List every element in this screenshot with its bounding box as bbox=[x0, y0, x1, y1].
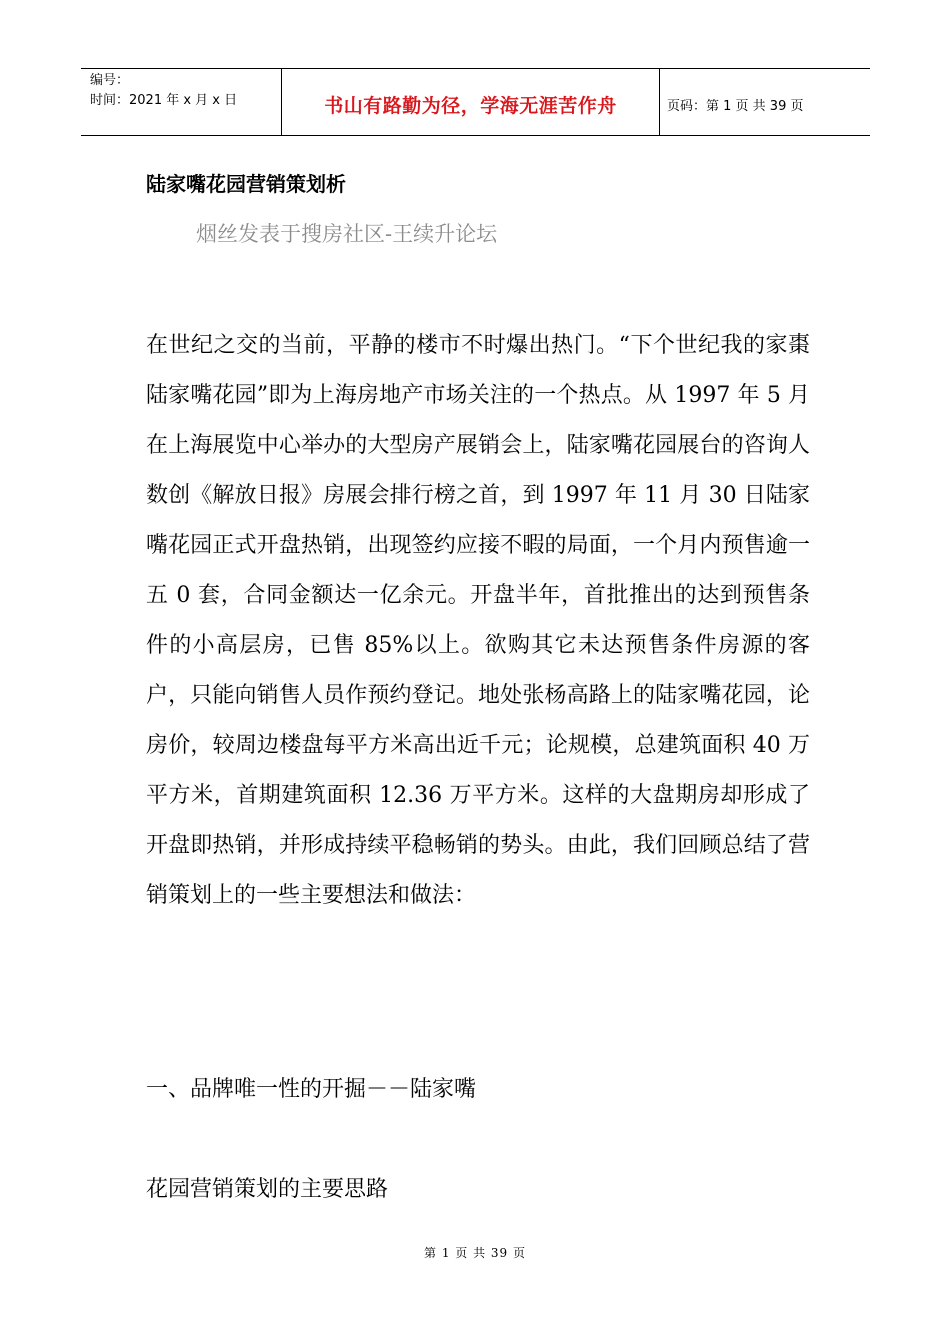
page-info: 页码：第 1 页 共 39 页 bbox=[667, 98, 804, 114]
section-line: 花园营销策划的主要思路 bbox=[146, 1177, 389, 1202]
body-paragraph: 在世纪之交的当前，平静的楼市不时爆出热门。“下个世纪我的家棗陆家嘴花园”即为上海房地产市场关注的一个热点。从 1997 年 5 月在上海展览中心举办的大型房产展销会上，陆家嘴花园展台的咨询人数创《解放日报》房展会排行榜之首，到 1997 年 11 月 30 日陆家嘴花园正式开盘热销，出现签约应接不暇的局面，一个月内预售逾一五 0 套，合同金额达一亿余元。开盘半年，首批推出的达到预售条件的小高层房，已售 85%以上。欲购其它未达预售条件房源的客户，只能向销售人员作预约登记。地处张杨高路上的陆家嘴花园，论房价，较周边楼盘每平方米高出近千元；论规模，总建筑面积 40 万平方米，首期建筑面积 12.36 万平方米。这样的大盘期房却形成了开盘即热销，并形成持续平稳畅销的势头。由此，我们回顾总结了营销策划上的一些主要想法和做法： bbox=[146, 333, 810, 908]
code-label: 编号： bbox=[90, 73, 130, 88]
page-header bbox=[81, 68, 870, 136]
header-page-cell bbox=[660, 69, 870, 135]
date-label: 时间：2021 年 x 月 x 日 bbox=[90, 93, 238, 108]
body-paragraph-block bbox=[146, 321, 810, 921]
header-motto-cell bbox=[282, 69, 660, 135]
document-title: 陆家嘴花园营销策划析 bbox=[146, 172, 346, 196]
header-meta-cell bbox=[81, 69, 282, 135]
document-subtitle: 烟丝发表于搜房社区-王续升论坛 bbox=[196, 222, 498, 246]
motto: 书山有路勤为径，学海无涯苦作舟 bbox=[324, 94, 617, 117]
page-footer: 第 1 页 共 39 页 bbox=[424, 1246, 526, 1260]
section-heading: 一、品牌唯一性的开掘－－陆家嘴 bbox=[146, 1077, 477, 1102]
